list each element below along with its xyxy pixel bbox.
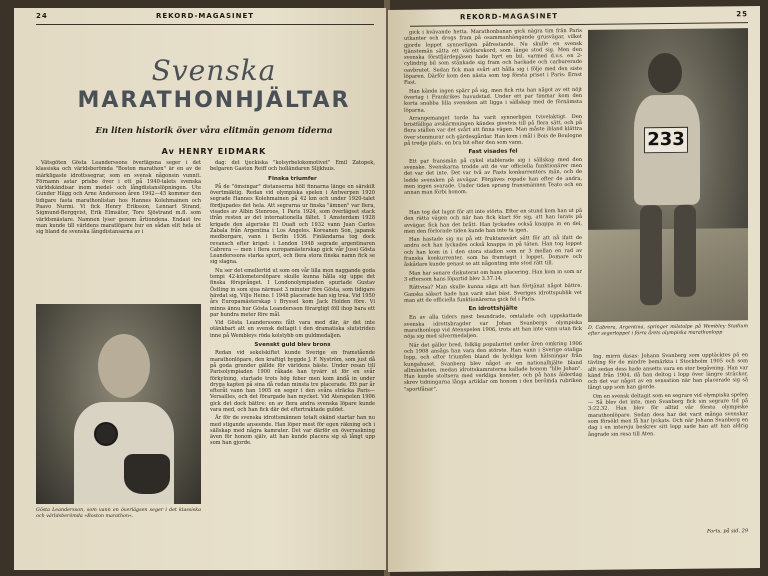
section-heading-finska-triumfer: Finska triumfer: [268, 175, 317, 182]
intro-paragraph: Vätsgöten Gösta Leanderssons överlägsna seger i det klassiska och världsberömda "Boston marathon" är en av de märkligaste idrottssegrar, som en svensk någonsin vunnit. Förnamn astar prisbo över i ett på 1940-talets svenska världskändisar inom medel- och långdistanslöpningen. Ute Gunder Hägg och Arne Andersson åren 1942—45 kommer den tidigare fasta marathonlistan hos Hannes Kolehmainen och Paavo Nurmi. Vi fick Henry Eriksson, Lennart Strand, Sigmund-Bergqvist, Erik Elmsäter, Tore Sjöstrand m.fl. som världsmästare. Namnen lyser genom årtiondena. Endast tre man kunde till världens maratlöpare hur en sådan elit hela ut sig bland de svenska långdistansarna av i: [36, 160, 201, 236]
left-photo-caption: Gösta Leandersson, som vann en överlägsen seger i det klassiska och världsberömda »Boston marathon«.: [36, 508, 201, 519]
right-photo-caption: D. Cabrera, Argentina, springer milstolpe på Wembley Stadium efter segerloppet i förra årets olympiska marathonlopp: [588, 324, 748, 337]
left-column-1-text: [36, 160, 201, 300]
left-running-head: [36, 12, 374, 25]
paragraph: Om en svensk deltagit som en segrare vid olympiska spelen — Så blev det inte, men Svanberg fick sin segrare tid på 3:22.32. Han blev för alltid vår första olympiske marathonlöpare. Sedan dess har det varit många svenskar som försökt men få har lyckats. Och när Johann Svanberg en dag i en intervju beskrev sitt lopp sade han att han aldrig ångrade sin resa till Aten.: [588, 391, 748, 438]
col2-intro-paragraph: dag: det tjeckiska "kolsyrbelokomotivet" Emil Zatopek, belgaren Gaston Reiff och holländaren Slijkhuis.: [210, 160, 375, 173]
paragraph: Nu ser det emellertid ut som om vår lilla mon naggande goda tempi 42-kilometerslöpare skulle kunna hålla sig uppe det finska försprånget. I Londonolympiaden spurtade Gustav Östling in som sjua närmast 3 minuter före Gösta, som tidigare hävdat sig, Viljo Heino. I 1948 placerade han sig trea. Vid 1950 års Europamästerskap i Bryssel kom Jack Holden före. Vi minns ännu hur Gösta Leandersson förargligt föll ihop bara ett par hundra meter före mål.: [210, 267, 375, 318]
right-column-3-text: [588, 352, 748, 526]
leandersson-photo: [36, 304, 201, 504]
paragraph: Han kände ingen spärr på sig, men fick rita han något av ett nöjt övertag i Frankrikes huvudstad. Under ett par timmar kom den korta snabba lilla svensken att ligga i sällskap med de förnämsta löparna.: [404, 86, 582, 114]
paragraph: Vid Gösta Leanderssons fått vara med där, är det inte otänkbart att en svensk deltagit i den dramatiska slutstriden inne på Wembleys röda kolstybb om guldmedaljen.: [210, 320, 375, 339]
article-byline: Av HENRY EIDMARK: [161, 147, 267, 156]
right-page: [388, 6, 760, 572]
cabrera-photo: [588, 28, 748, 322]
paragraph: När det gäller bred, folklig popularitet under åren omkring 1906 och 1908 ansågs han vara den störste. Han vann i Sverige otaliga lopp, och efter triumfen bland de lyckliga kom hälsningar från kungahuset. Svanberg blev något av en nationalhjälte bland allmänheten, medan idrottskamraterna kallade honom "lille Johan". Han kunde stoltsera med verkliga konster, och på hans ålderdag skrev tidningarna långa artiklar om honom i den berömda rubriken "sportfånar".: [404, 340, 582, 393]
left-page-number: 24: [36, 12, 48, 20]
paragraph: gick i kvävande hetta. Marathonbanan gick några tim från Paris utkanter och drogs fram på osammanhängande grusvägar, vilket gjorde loppet synnerligen påfrestande. Nu skulle en svensk tjänstemän sätta ett världsrekord, som länge stod sig. Men den svenska förstfjärdepjäsen hade hyrt en bil, varmed d.v.s. en 2-cylindrig bil som stänkade sig fram och hackade och carburerade oavbrutet. Sedan fick man svårt att hålla sig i följe med den siste löparen. Därför kom den nästa som tog första priset i Paris: Ernst Fast.: [404, 27, 582, 87]
runner-leg-shape: [674, 205, 696, 297]
paragraph: Ett par fransmän på cykel stablerade sig i sällskap med den svenske. Svenskarna trodde att de var officiella funktionärer men det var det inte. Det var två av Fasts konkurrenters män, och de ledde svensken på avvägar. Förgäves ropade han efter de andra, men ingen svarade. Under tiden sprang fransmännen Teato och en annan man förbi honom.: [404, 156, 582, 196]
paragraph: Är för de svenska idrottsmännen totalt okänd startar han nu med stigande anseende. Han löper mest för egen räkning och i sällskap med några kamrater. Det var därför en överraskning även för honom själv, att han kunde placera sig så långt upp som han gjorde.: [210, 415, 375, 447]
paragraph: Han hastade sig nu på ett fruktansvärt sätt för att nå ifatt de andra och han lyckades också knappa in på täten. Han tog loppet och han kom in i den stora stadion som nr 3 mellan en rad av franska konkurrenter, som ha framtagit i loppet. Domare och åskådare kunde genast se att någonting inte stod rätt till.: [404, 235, 582, 269]
right-running-head: [410, 10, 748, 27]
article-kicker: Svenska: [151, 54, 277, 87]
right-page-number: 25: [736, 10, 748, 19]
right-column-1-text: [404, 28, 582, 206]
paragraph: Ing. mirrn dasas: Johann Svanberg som upptäcktes på en tävling för de mindre bemärkta i Stockholm 1905 och som allt sedan dess hade ansetts vara en stor begåvning. Han var känd från 1904, då han deltog i lopp över längre sträckor, och det var något av en sensation när han placerade sig så långt upp som han gjorde.: [588, 352, 748, 392]
paragraph: På de "ömsingar" distanserna höll finnarna länge en särskilt övertmäktig. Redan vid olympiska spelen i Antwerpen 1920 segrade Hannes Kolehmainen på 42 km och under 1920-talet fördjupades det hela. Att segrarna ur finska "ämnen" var flera, visades av Albin Stenroos, 1 Paris 1924, som överlägset stack ifrån resten av det internationella fältet. 1 Amsterdam 1928 krigade den algeriske El Ouafi och 1932 vann Juan Carlos Zabala från Argentina i Los Angeles. Koreanen Son, japansk medborgare, vann i Berlin 1936. Finländarna tog dock revansch efter kriget: i London 1948 segrade argentinaren Cabrera — men i flera europamästerskap gick vår Jussi Gösta Leanderssons starka spurt, och flera stora finska namn fick se sig slagna.: [210, 183, 375, 266]
runner-head-shape: [98, 334, 150, 398]
section-heading-svenskt-guld: Svenskt guld blev brons: [254, 342, 331, 349]
article-subtitle: En liten historik över våra elitmän genom tiderna: [95, 126, 333, 136]
section-heading-fast-visades-fel: Fast visades fel: [468, 148, 518, 156]
paragraph: Man har senare diskuterat om hans placering. Han kom in som nr 3 eftersom hans löpartid blev 3.37.14.: [404, 268, 582, 283]
left-column-2-text: [210, 160, 375, 560]
paragraph: En av alla tiders mest beundrade, omtalade och uppskattade svenska idrottsbragder var Johan Svanbergs olympiska marathonlopp vid Atenspelen 1906, trots att han inte vann utan fick nöja sig med silvermedaljen.: [404, 313, 582, 341]
race-bib: 233: [644, 127, 688, 153]
trophy-icon: [124, 454, 170, 494]
left-page: [14, 8, 386, 570]
runner-head-shape: [648, 53, 682, 93]
club-emblem-icon: [94, 422, 118, 446]
left-magazine-name: REKORD-MAGASINET: [155, 12, 255, 20]
paragraph: Redan vid sekelskiftet kunde Sverige en framstående marathonlöpare, den kraftigt byggde J. F. Nyström, som just då på goda grunder gällde för världens bäste. Under resan till Parisolympiaden 1900 råkade han tyvärr ut för en svår förkylning, startade trots hög feber men kom ändå in under dryga kapten på sina då redan minsta tre placerade. Ett par år efteråt vann han 1905 en seger i den svåra sträcka Paris—Versailles, och det förargade han mycket. Vid Atenspelen 1906 gick det dock bättre: en av flera andra svenska löpare kunde vara med, och han fick där det eftertraktade guldet.: [210, 350, 375, 413]
right-column-1b-text: [404, 208, 582, 565]
paragraph: Rättvisa? Man skulle kunna säga att han förtjänat något bättre. Ganska säkert hade han varit näst bäst. Sveriges idrottspublik vet man att de officiella funktionärerna gick fel i Paris.: [404, 283, 582, 304]
paragraph: Arrangemanget torde ha varit synnerligen tvivelaktigt. Den bristfälliga avskärmningen kändes givetvis till på flera sätt, och på flera ställen var det svårt att finna vägen. Man måste ibland klättra över stenmurar och gärdesgårdar. Han kom i mål i Bois de Boulogne på tredje plats, en bra bit efter den som vann.: [404, 113, 582, 147]
section-heading-en-idrottshjalte: En idrottshjälte: [468, 305, 518, 313]
continued-note: Forts. på sid. 29: [706, 528, 748, 535]
runner-leg-shape: [640, 205, 662, 305]
stadium-track-shape: [588, 228, 748, 322]
article-title: MARATHONHJÄLTAR: [77, 88, 351, 113]
paragraph: Han tog det lugnt för att inte störta. Efter en stund kom han ut på den rätta vägen och när han fick klart för sig, att han lurats på avvägar, fick han det brått. Han lyckades också knappa in en del, men den förlorade tiden kunde han inte ta igen.: [404, 207, 582, 235]
right-magazine-name: REKORD-MAGASINET: [459, 12, 559, 22]
